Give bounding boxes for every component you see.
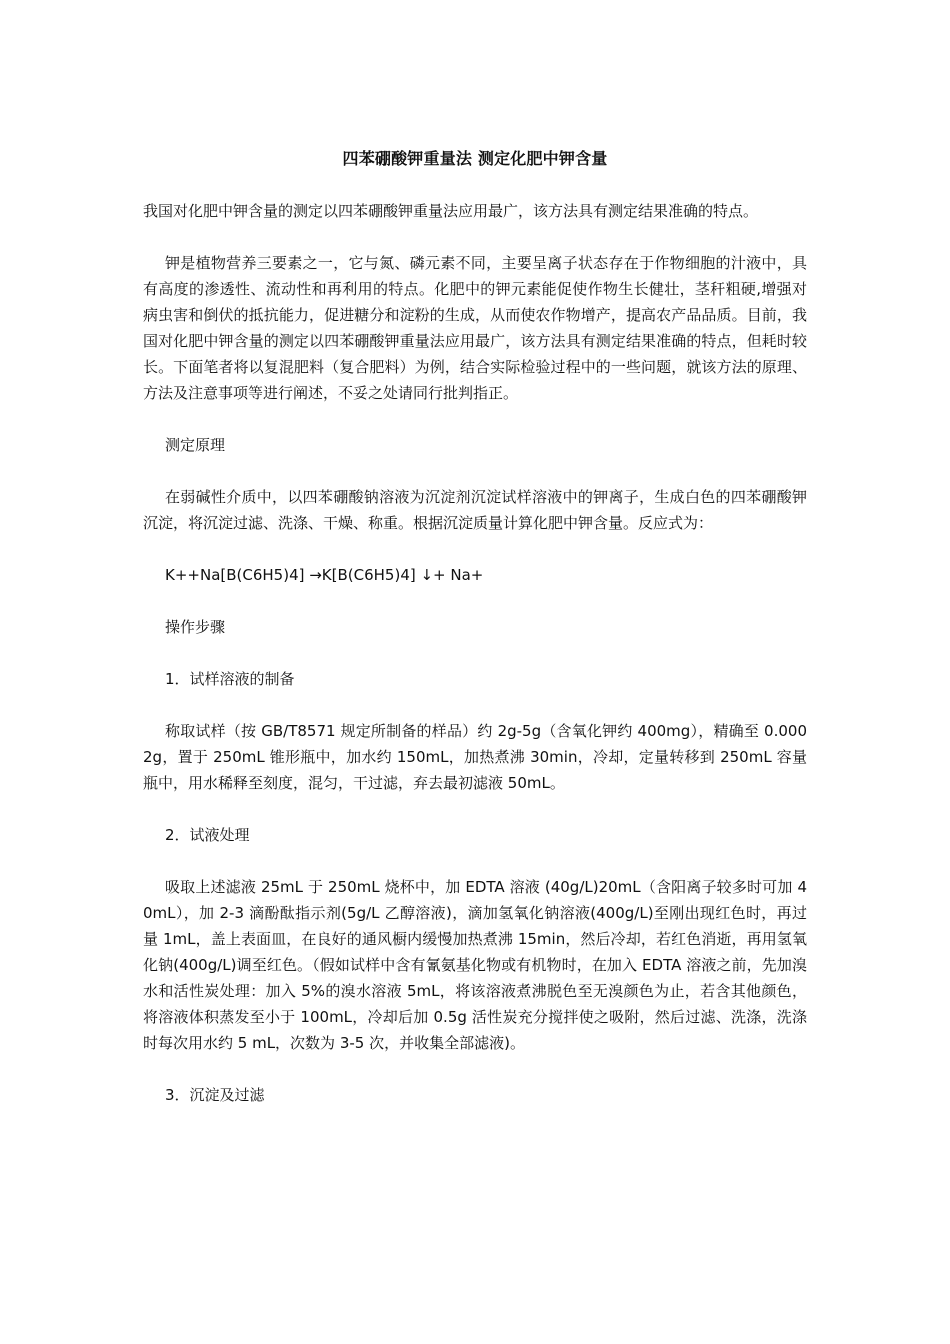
step3-heading: 3．沉淀及过滤 [165, 1086, 265, 1104]
section-heading-steps: 操作步骤 [165, 618, 226, 636]
intro-paragraph: 我国对化肥中钾含量的测定以四苯硼酸钾重量法应用最广，该方法具有测定结果准确的特点。 [143, 202, 759, 220]
document-title: 四苯硼酸钾重量法 测定化肥中钾含量 [342, 149, 608, 168]
principle-paragraph: 在弱碱性介质中，以四苯硼酸钠溶液为沉淀剂沉淀试样溶液中的钾离子，生成白色的四苯硼酸钾沉淀，将沉淀过滤、洗涤、干燥、称重。根据沉淀质量计算化肥中钾含量。反应式为： [143, 488, 807, 532]
step1-paragraph: 称取试样（按 GB/T8571 规定所制备的样品）约 2g-5g（含氧化钾约 400mg），精确至 0.0002g，置于 250mL 锥形瓶中，加水约 150mL，加热煮沸 30min，冷却，定量转移到 250mL 容量瓶中，用水稀释至刻度，混匀，干过滤，弃去最初滤液 50mL。 [143, 722, 807, 792]
step2-heading: 2．试液处理 [165, 826, 250, 844]
step2-paragraph: 吸取上述滤液 25mL 于 250mL 烧杯中，加 EDTA 溶液 (40g/L)20mL（含阳离子较多时可加 40mL），加 2-3 滴酚酞指示剂(5g/L 乙醇溶液)，滴加氢氧化钠溶液(400g/L)至刚出现红色时，再过量 1mL，盖上表面皿，在良好的通风橱内缓慢加热煮沸 15min，然后冷却，若红色消逝，再用氢氧化钠(400g/L)调至红色。（假如试样中含有氰氨基化物或有机物时，在加入 EDTA 溶液之前，先加溴水和活性炭处理：加入 5%的溴水溶液 5mL，将该溶液煮沸脱色至无溴颜色为止，若含其他颜色，将溶液体积蒸发至小于 100mL，冷却后加 0.5g 活性炭充分搅拌使之吸附，然后过滤、洗涤，洗涤时每次用水约 5 mL，次数为 3-5 次，并收集全部滤液)。 [143, 878, 807, 1052]
step1-heading: 1．试样溶液的制备 [165, 670, 295, 688]
reaction-equation: K++Na[B(C6H5)4] →K[B(C6H5)4] ↓+ Na+ [165, 566, 484, 584]
background-paragraph: 钾是植物营养三要素之一，它与氮、磷元素不同，主要呈离子状态存在于作物细胞的汁液中，具有高度的渗透性、流动性和再利用的特点。化肥中的钾元素能促使作物生长健壮，茎秆粗硬,增强对病虫害和倒伏的抵抗能力，促进糖分和淀粉的生成，从而使农作物增产，提高农产品品质。目前，我国对化肥中钾含量的测定以四苯硼酸钾重量法应用最广，该方法具有测定结果准确的特点，但耗时较长。下面笔者将以复混肥料（复合肥料）为例，结合实际检验过程中的一些问题，就该方法的原理、方法及注意事项等进行阐述，不妥之处请同行批判指正。 [143, 254, 807, 402]
document-body [143, 146, 807, 1134]
section-heading-principle: 测定原理 [165, 436, 226, 454]
